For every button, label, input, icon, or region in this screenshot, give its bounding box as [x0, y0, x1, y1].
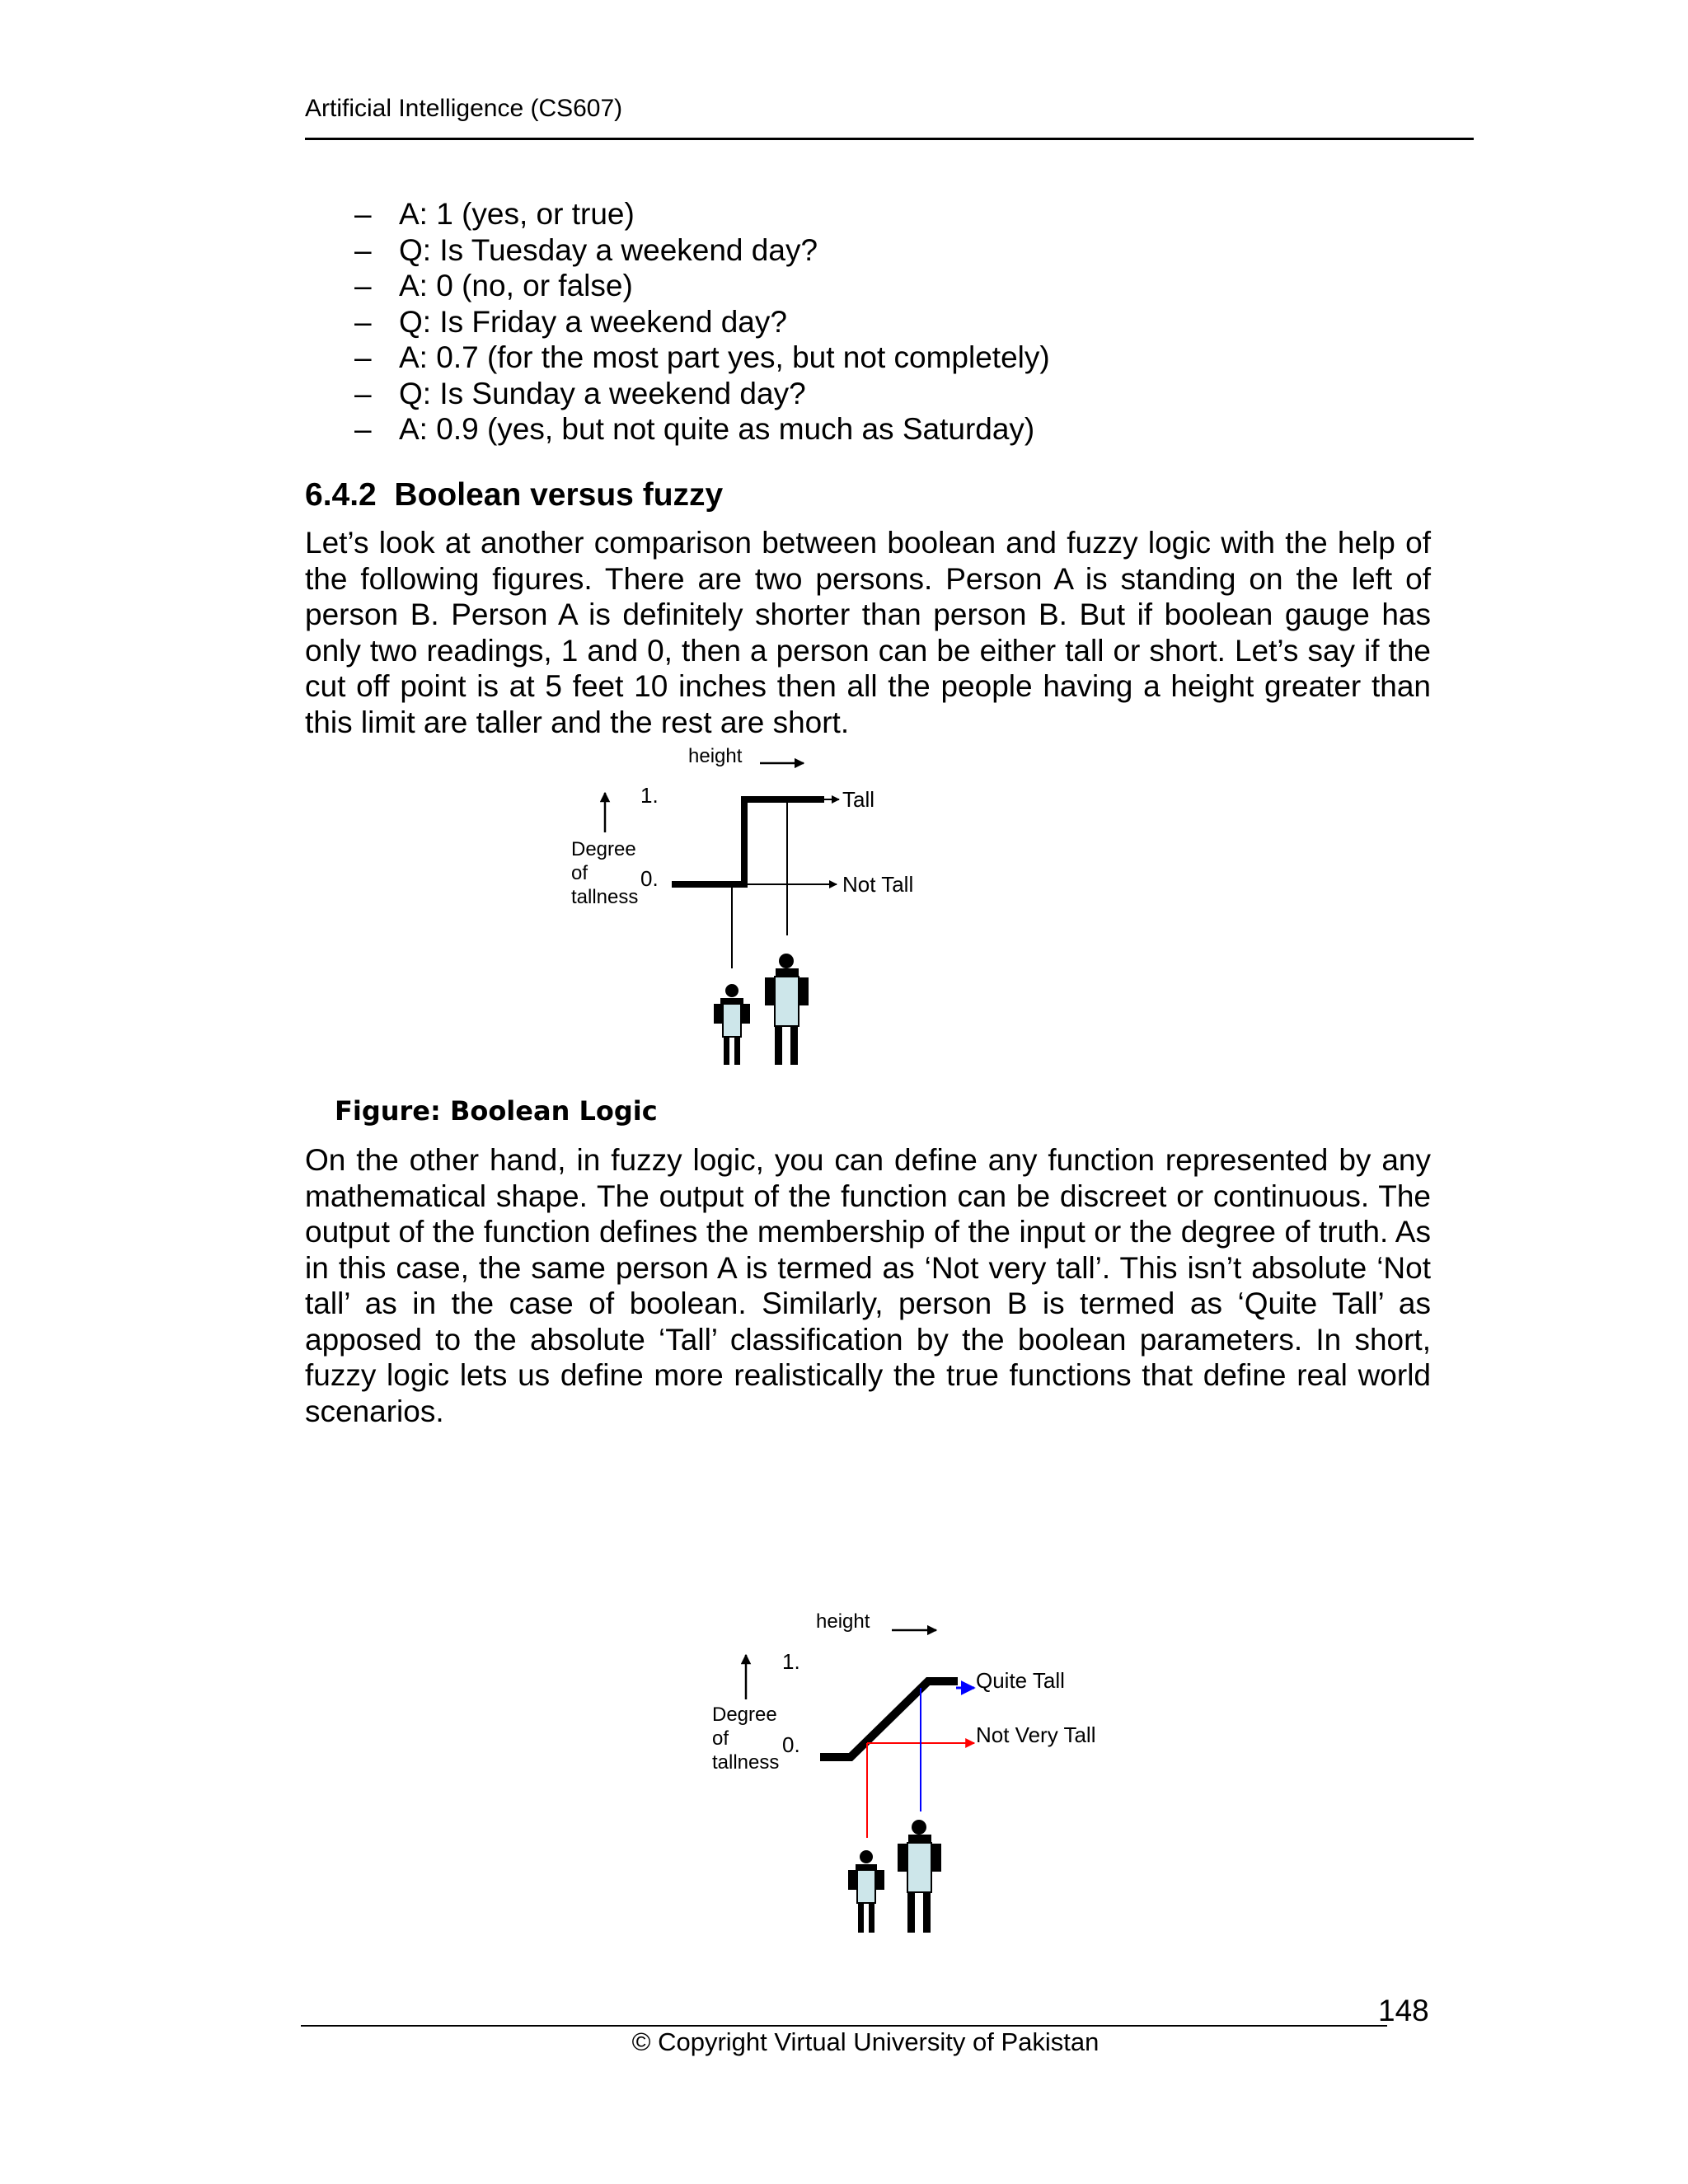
tick-high-label: 1. [782, 1649, 800, 1674]
list-item [354, 196, 1050, 232]
x-axis-label: height [688, 745, 743, 767]
x-axis-label: height [816, 1610, 870, 1633]
section-title: Boolean versus fuzzy [394, 477, 724, 513]
person-b-icon [765, 954, 809, 1065]
list-item-text: A: 1 (yes, or true) [399, 197, 635, 231]
y-axis-label-line: tallness [712, 1751, 780, 1774]
fuzzy-ramp-function [820, 1681, 958, 1757]
copyright-notice: © Copyright Virtual University of Pakistan [631, 2027, 1100, 2056]
fuzzy-logic-figure [684, 1599, 1146, 1953]
list-item [354, 268, 1050, 304]
list-item-text: A: 0.9 (yes, but not quite as much as Saturday) [399, 412, 1035, 446]
paragraph-boolean-comparison: Let’s look at another comparison between boolean and fuzzy logic with the help of the following figures. There are two persons. Person A is standing on the left of person B. Person A is definitely shorter than person B. But if boolean gauge has only two readings, 1 and 0, then a person can be either tall or short. Let’s say if the cut off point is at 5 feet 10 inches then all the people having a height greater than this limit are taller and the rest are short. [305, 526, 1431, 739]
section-heading [305, 475, 723, 516]
dash-bullet: – [354, 412, 372, 446]
list-item [354, 376, 1050, 412]
figure-caption: Figure: Boolean Logic [335, 1095, 658, 1127]
section-number: 6.4.2 [305, 477, 377, 513]
list-item-text: Q: Is Sunday a weekend day? [399, 376, 806, 410]
person-a-icon [848, 1850, 884, 1933]
tall-label: Tall [842, 787, 875, 812]
tick-high-label: 1. [640, 783, 659, 808]
tick-low-label: 0. [782, 1732, 800, 1757]
y-axis-label-line: of [571, 862, 588, 884]
dash-bullet: – [354, 304, 372, 339]
quite-tall-label: Quite Tall [976, 1668, 1065, 1693]
dash-bullet: – [354, 197, 372, 231]
not-very-tall-label: Not Very Tall [976, 1722, 1096, 1747]
list-item [354, 304, 1050, 340]
list-item-text: A: 0.7 (for the most part yes, but not completely) [399, 340, 1050, 374]
list-item [354, 340, 1050, 376]
dash-bullet: – [354, 340, 372, 374]
not-tall-label: Not Tall [842, 872, 914, 897]
dash-bullet: – [354, 232, 372, 267]
list-item [354, 232, 1050, 269]
list-item [354, 411, 1050, 448]
y-axis-label-line: of [712, 1727, 729, 1750]
y-axis-label-line: Degree [712, 1704, 777, 1726]
list-item-text: A: 0 (no, or false) [399, 269, 633, 302]
dash-bullet: – [354, 269, 372, 302]
page-number: 148 [1378, 1994, 1429, 2027]
y-axis-label-line: Degree [571, 838, 636, 860]
list-item-text: Q: Is Friday a weekend day? [399, 304, 787, 339]
dash-bullet: – [354, 376, 372, 410]
header-rule [305, 138, 1474, 140]
y-axis-label-line: tallness [571, 886, 639, 908]
person-a-icon [714, 984, 750, 1065]
list-item-text: Q: Is Tuesday a weekend day? [399, 232, 818, 267]
boolean-step-function [672, 799, 824, 884]
person-b-icon [898, 1820, 941, 1933]
qa-list [354, 196, 1050, 448]
paragraph-fuzzy-logic: On the other hand, in fuzzy logic, you can define any function represented by any mathematical shape. The output of the function can be discreet or continuous. The output of the function defines the membership of the input or the degree of truth. As in this case, the same person A is termed as ‘Not very tall’. This isn’t absolute ‘Not tall’ as in the case of boolean. Similarly, person B is termed as ‘Quite Tall’ as apposed to the absolute ‘Tall’ classification by the boolean parameters. In short, fuzzy logic lets us define more realistically the true functions that define real world scenarios. [305, 1143, 1431, 1428]
tick-low-label: 0. [640, 866, 659, 891]
running-header: Artificial Intelligence (CS607) [305, 95, 623, 122]
boolean-logic-figure [544, 733, 956, 1080]
